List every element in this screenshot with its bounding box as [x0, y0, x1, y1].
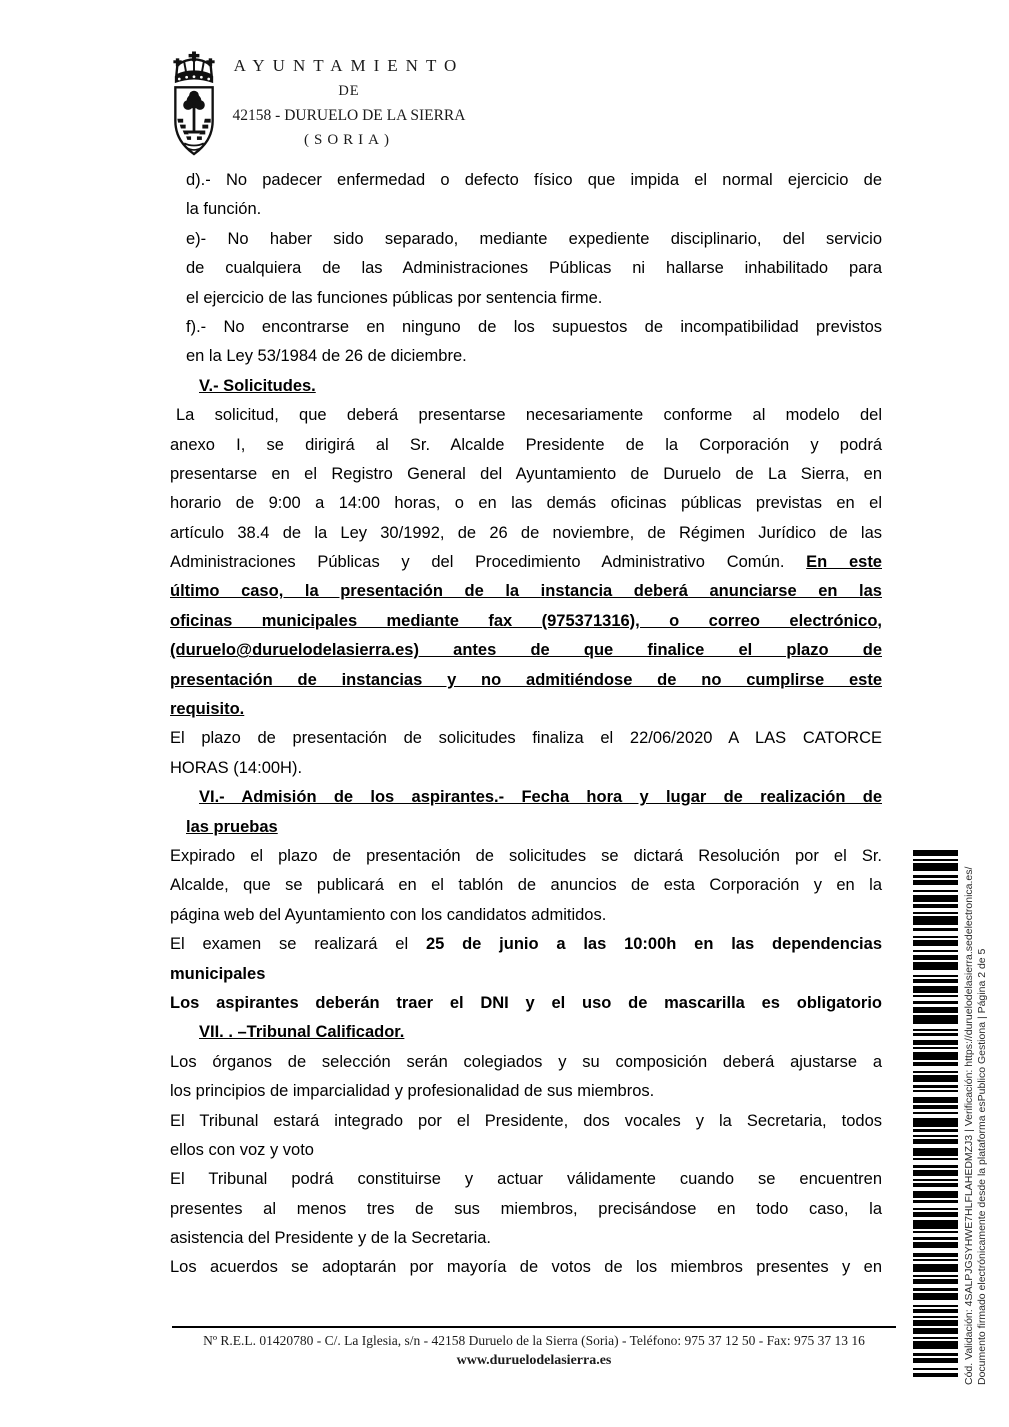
text-line: último caso, la presentación de la instancia deberá anunciarse en las: [170, 582, 882, 601]
barcode-bar: [913, 916, 958, 925]
barcode-bar: [913, 928, 958, 931]
barcode-bar: [913, 1220, 958, 1229]
text-line: V.- Solicitudes.: [199, 376, 316, 395]
barcode-bar: [913, 1275, 958, 1277]
barcode-bar: [913, 859, 958, 861]
text-line: Administraciones Públicas y del Procedimiento Administrativo Común. En este: [170, 553, 882, 572]
text-line: Expirado el plazo de presentación de solicitudes se dictará Resolución por el Sr.: [170, 846, 882, 865]
barcode-bar: [913, 1253, 958, 1257]
municipal-crest-icon: [164, 50, 224, 158]
text-line: presentes al menos tres de sus miembros, precisándose en todo caso, la: [170, 1199, 882, 1218]
text-line: la función.: [186, 200, 262, 219]
barcode-bar: [913, 1373, 958, 1377]
barcode-bar: [913, 1158, 958, 1160]
barcode-bar: [913, 1259, 958, 1261]
footer-contact-line: Nº R.E.L. 01420780 - C/. La Iglesia, s/n - 42158 Duruelo de la Sierra (Soria) - Teléfono: 975 37 12 50 - Fax: 975 37 13 16: [203, 1333, 865, 1348]
text-line: horario de 9:00 a 14:00 horas, o en las demás oficinas públicas previstas en el: [170, 494, 882, 513]
text-line: Los órganos de selección serán colegiados y su composición deberá ajustarse a: [170, 1052, 882, 1071]
validation-code-line: Cód. Validación: 4SALPJGSYHWE7HLFLAHEDMZJ3 | Verificación: https://duruelodelasierra.sedelectronica.es/: [963, 866, 975, 1385]
barcode-bar: [913, 1309, 958, 1313]
barcode-bar: [913, 962, 958, 970]
text-line: e)- No haber sido separado, mediante expediente disciplinario, del servicio: [186, 229, 882, 248]
text-line: VII. . –Tribunal Calificador.: [199, 1023, 405, 1042]
barcode-bar: [913, 1179, 958, 1181]
org-province: (SORIA): [304, 132, 394, 148]
text-line: presentación de instancias y no admitiéndose de no cumplirse este: [170, 670, 882, 689]
barcode-bar: [913, 912, 958, 914]
text-line: requisito.: [170, 700, 245, 719]
org-town: 42158 - DURUELO DE LA SIERRA: [232, 107, 466, 124]
barcode-bar: [913, 1015, 958, 1024]
barcode-bar: [913, 1029, 958, 1031]
document-body: [170, 166, 882, 1283]
barcode-bar: [913, 1033, 958, 1036]
barcode-icon: [913, 850, 958, 1377]
footer-website: www.duruelodelasierra.es: [456, 1353, 612, 1368]
barcode-bar: [913, 940, 958, 946]
text-line: asistencia del Presidente y de la Secretaria.: [170, 1229, 492, 1248]
barcode-bar: [913, 904, 958, 908]
barcode-bar: [913, 995, 958, 997]
barcode-bar: [913, 1320, 958, 1326]
barcode-bar: [913, 979, 958, 983]
barcode-bar: [913, 1085, 958, 1088]
text-line: municipales: [170, 964, 266, 983]
barcode-bar: [913, 1075, 958, 1082]
barcode-bar: [913, 1305, 958, 1307]
footer-divider: [172, 1326, 896, 1328]
text-line: Los aspirantes deberán traer el DNI y el uso de mascarilla es obligatorio: [170, 993, 882, 1012]
text-line: Los acuerdos se adoptarán por mayoría de votos de los miembros presentes y en: [170, 1258, 882, 1277]
barcode-bar: [913, 1112, 958, 1114]
barcode-bar: [913, 1200, 958, 1203]
text-line: f).- No encontrarse en ninguno de los supuestos de incompatibilidad previstos: [186, 317, 882, 336]
barcode-bar: [913, 1148, 958, 1156]
barcode-bar: [913, 1052, 958, 1060]
barcode-bar: [913, 975, 958, 977]
text-line: en la Ley 53/1984 de 26 de diciembre.: [186, 347, 467, 366]
text-line: oficinas municipales mediante fax (975371316), o correo electrónico,: [170, 611, 882, 630]
barcode-bar: [913, 1358, 958, 1363]
barcode-bar: [913, 955, 958, 960]
barcode-bar: [913, 1316, 958, 1318]
barcode-bar: [913, 1279, 958, 1284]
barcode-bar: [913, 1097, 958, 1103]
signature-platform-line: Documento firmado electrónicamente desde la plataforma esPublico Gestiona | Página 2 de 5: [976, 948, 988, 1385]
barcode-bar: [913, 1118, 958, 1127]
barcode-bar: [913, 1341, 958, 1349]
barcode-bar: [913, 1105, 958, 1109]
text-line: anexo I, se dirigirá al Sr. Alcalde Presidente de la Corporación y podrá: [170, 435, 882, 454]
barcode-bar: [913, 890, 958, 892]
org-name: AYUNTAMIENTO: [233, 56, 465, 75]
text-line: El examen se realizará el 25 de junio a las 10:00h en las dependencias: [170, 935, 882, 954]
barcode-bar: [913, 850, 958, 856]
barcode-bar: [913, 1368, 958, 1370]
page-footer: [172, 1326, 896, 1369]
barcode-bar: [913, 1293, 958, 1300]
text-line: de cualquiera de las Administraciones Públicas ni hallarse inhabilitado para: [186, 259, 882, 278]
barcode-bar: [913, 950, 958, 952]
text-line: d).- No padecer enfermedad o defecto físico que impida el normal ejercicio de: [186, 171, 882, 189]
barcode-bar: [913, 1047, 958, 1049]
barcode-bar: [913, 1237, 958, 1240]
text-line: las pruebas: [186, 817, 278, 836]
text-line: artículo 38.4 de la Ley 30/1992, de 26 de noviembre, de Régimen Jurídico de las: [170, 523, 882, 542]
barcode-bar: [913, 1288, 958, 1291]
barcode-bar: [913, 1337, 958, 1339]
text-line: La solicitud, que deberá presentarse necesariamente conforme al modelo del: [176, 406, 882, 425]
barcode-bar: [913, 1170, 958, 1176]
barcode-bar: [913, 1040, 958, 1045]
text-line: ellos con voz y voto: [170, 1140, 314, 1159]
text-line: El Tribunal podrá constituirse y actuar válidamente cuando se encuentren: [170, 1170, 882, 1189]
barcode-bar: [913, 1129, 958, 1132]
barcode-bar: [913, 1165, 958, 1168]
barcode-bar: [913, 1231, 958, 1233]
org-de: DE: [338, 83, 360, 99]
text-line: Alcalde, que se publicará en el tablón de anuncios de esta Corporación y en la: [170, 876, 882, 895]
text-line: página web del Ayuntamiento con los candidatos admitidos.: [170, 905, 607, 924]
text-line: VI.- Admisión de los aspirantes.- Fecha hora y lugar de realización de: [199, 788, 882, 807]
barcode-bar: [913, 895, 958, 902]
barcode-bar: [913, 1328, 958, 1334]
barcode-bar: [913, 875, 958, 878]
barcode-bar: [913, 1139, 958, 1144]
text-line: el ejercicio de las funciones públicas por sentencia firme.: [186, 288, 603, 307]
barcode-bar: [913, 1191, 958, 1198]
barcode-bar: [913, 1001, 958, 1004]
text-line: (duruelo@duruelodelasierra.es) antes de que finalice el plazo de: [170, 641, 882, 660]
barcode-bar: [913, 1071, 958, 1073]
barcode-bar: [913, 1242, 958, 1248]
text-line: El plazo de presentación de solicitudes finaliza el 22/06/2020 A LAS CATORCE: [170, 729, 882, 748]
validation-sidebar: [963, 850, 990, 1385]
text-line: los principios de imparcialidad y profesionalidad de sus miembros.: [170, 1082, 655, 1101]
barcode-bar: [913, 863, 958, 871]
barcode-bar: [913, 1183, 958, 1187]
barcode-bar: [913, 1353, 958, 1356]
text-line: presentarse en el Registro General del Ayuntamiento de Duruelo de La Sierra, en: [170, 464, 882, 483]
barcode-bar: [913, 1135, 958, 1137]
barcode-bar: [913, 880, 958, 885]
barcode-bar: [913, 1062, 958, 1066]
letterhead: [224, 56, 474, 149]
text-line: El Tribunal estará integrado por el Presidente, dos vocales y la Secretaria, todos: [170, 1111, 882, 1130]
barcode-bar: [913, 1208, 958, 1210]
barcode-bar: [913, 1264, 958, 1272]
barcode-bar: [913, 1007, 958, 1013]
barcode-bar: [913, 1090, 958, 1092]
barcode-bar: [913, 1212, 958, 1217]
barcode-bar: [913, 986, 958, 993]
barcode-bar: [913, 936, 958, 938]
text-line: HORAS (14:00H).: [170, 758, 303, 777]
